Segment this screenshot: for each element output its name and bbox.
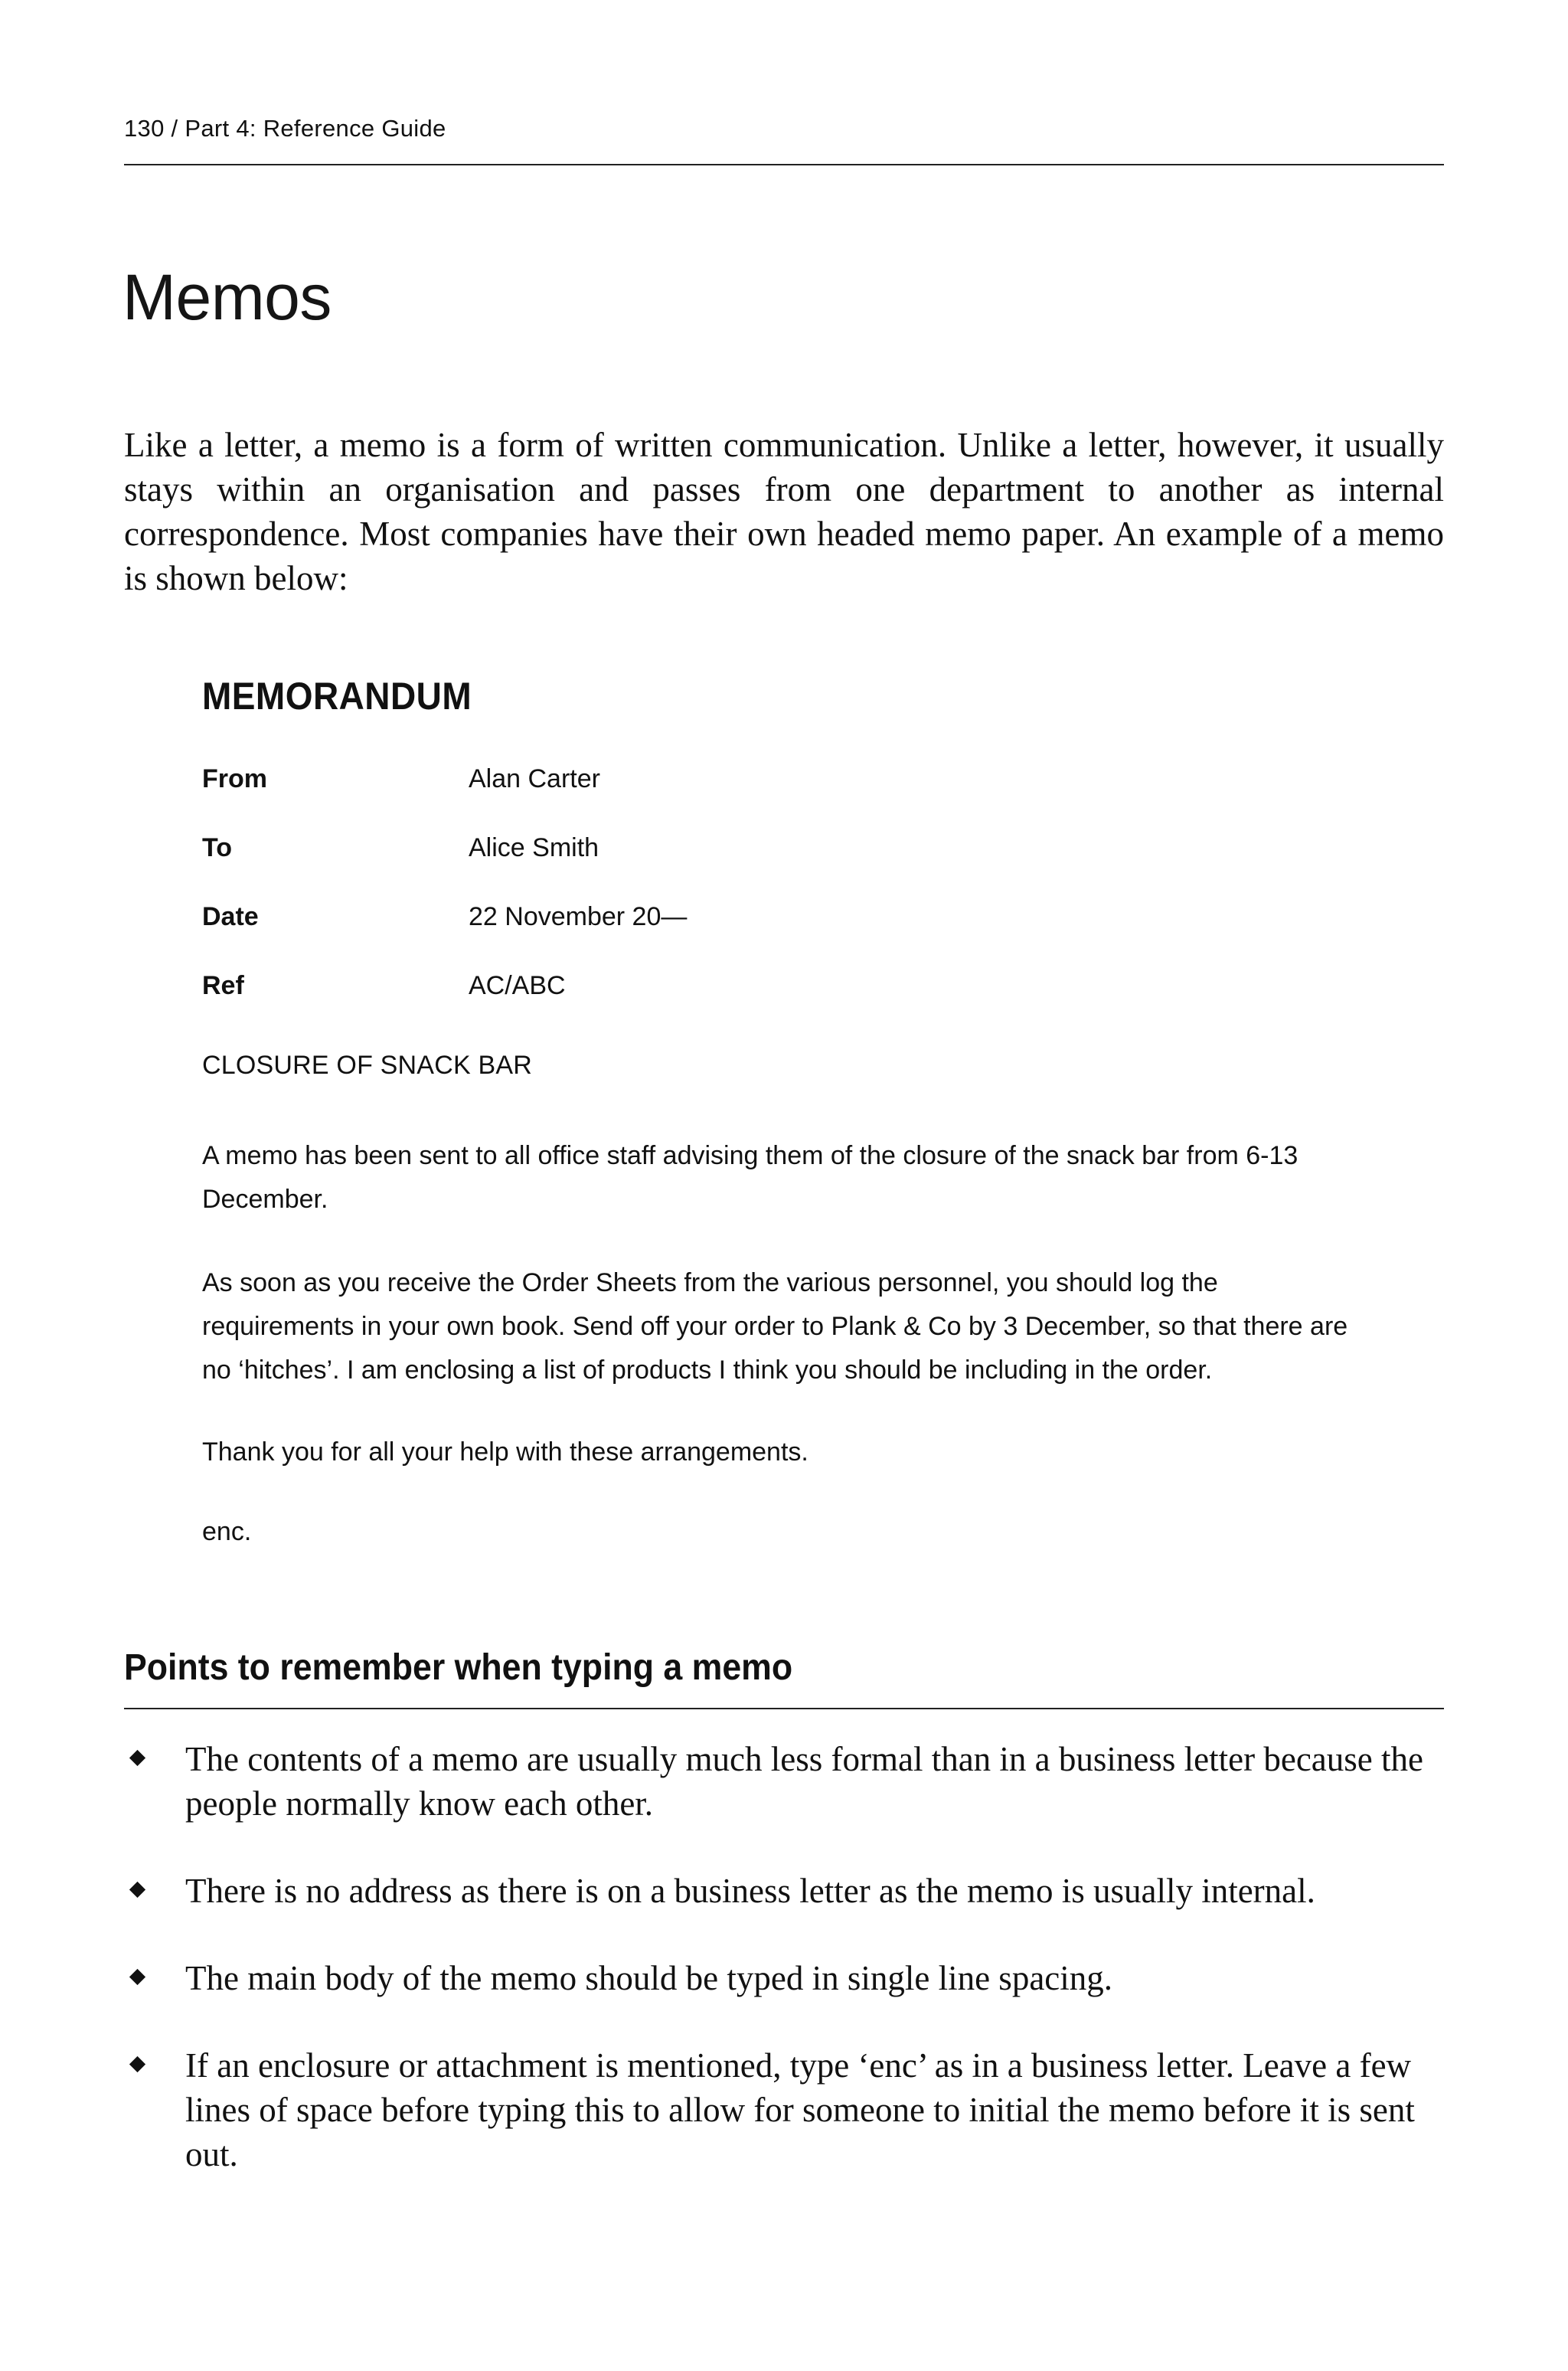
memo-value-date: 22 November 20— bbox=[469, 902, 688, 931]
list-item bbox=[124, 1737, 1444, 1826]
memo-label-date: Date bbox=[202, 902, 259, 931]
bullet-list bbox=[124, 1737, 1444, 2176]
section-rule bbox=[124, 1708, 1444, 1709]
memo-value-from: Alan Carter bbox=[469, 764, 600, 793]
memo-field-from bbox=[202, 764, 1412, 833]
memo-label-to: To bbox=[202, 833, 233, 862]
running-head: 130 / Part 4: Reference Guide bbox=[124, 115, 446, 142]
page-title: Memos bbox=[122, 261, 332, 333]
section-heading: Points to remember when typing a memo bbox=[124, 1647, 793, 1688]
bullet-text: The contents of a memo are usually much less formal than in a business letter because the people normally know each other. bbox=[185, 1740, 1423, 1823]
memo-heading: MEMORANDUM bbox=[202, 675, 472, 718]
bullet-text: There is no address as there is on a business letter as the memo is usually internal. bbox=[185, 1872, 1315, 1910]
memo-label-ref: Ref bbox=[202, 971, 244, 1000]
list-item bbox=[124, 1956, 1444, 2000]
memo-paragraph: As soon as you receive the Order Sheets from the various personnel, you should log the requirements in your own book. Send off your order to Plank & Co by 3 December, so that there are no ‘hitches’. I am enclosing a list of products I think you should be including in the order. bbox=[202, 1268, 1348, 1385]
header-rule bbox=[124, 164, 1444, 165]
memo-value-ref: AC/ABC bbox=[469, 971, 566, 1000]
diamond-bullet-icon bbox=[129, 1969, 145, 1985]
diamond-bullet-icon bbox=[129, 1882, 145, 1898]
memo-value-to: Alice Smith bbox=[469, 833, 599, 862]
diamond-bullet-icon bbox=[129, 2056, 145, 2072]
list-item bbox=[124, 1869, 1444, 1913]
memo-enclosure: enc. bbox=[202, 1517, 252, 1546]
memo-field-ref bbox=[202, 971, 1412, 1040]
memo-paragraph: Thank you for all your help with these arrangements. bbox=[202, 1437, 808, 1467]
diamond-bullet-icon bbox=[129, 1750, 145, 1766]
list-item bbox=[124, 2043, 1444, 2176]
memo-subject: CLOSURE OF SNACK BAR bbox=[202, 1051, 532, 1080]
memo-field-to bbox=[202, 833, 1412, 902]
memo-fields bbox=[202, 764, 1412, 1040]
bullet-text: If an enclosure or attachment is mentioned, type ‘enc’ as in a business letter. Leave a few lines of space before typing this to allow for someone to initial the memo before it is sent out. bbox=[185, 2046, 1415, 2173]
intro-paragraph: Like a letter, a memo is a form of written communication. Unlike a letter, however, it usually stays within an organisation and passes from one department to another as internal correspondence. Most companies have their own headed memo paper. An example of a memo is shown below: bbox=[124, 426, 1444, 597]
memo-example bbox=[202, 674, 1412, 1547]
memo-label-from: From bbox=[202, 764, 267, 793]
memo-paragraph: A memo has been sent to all office staff advising them of the closure of the snack bar from 6-13 December. bbox=[202, 1141, 1298, 1214]
memo-field-date bbox=[202, 902, 1412, 971]
bullet-text: The main body of the memo should be typed in single line spacing. bbox=[185, 1959, 1113, 1997]
